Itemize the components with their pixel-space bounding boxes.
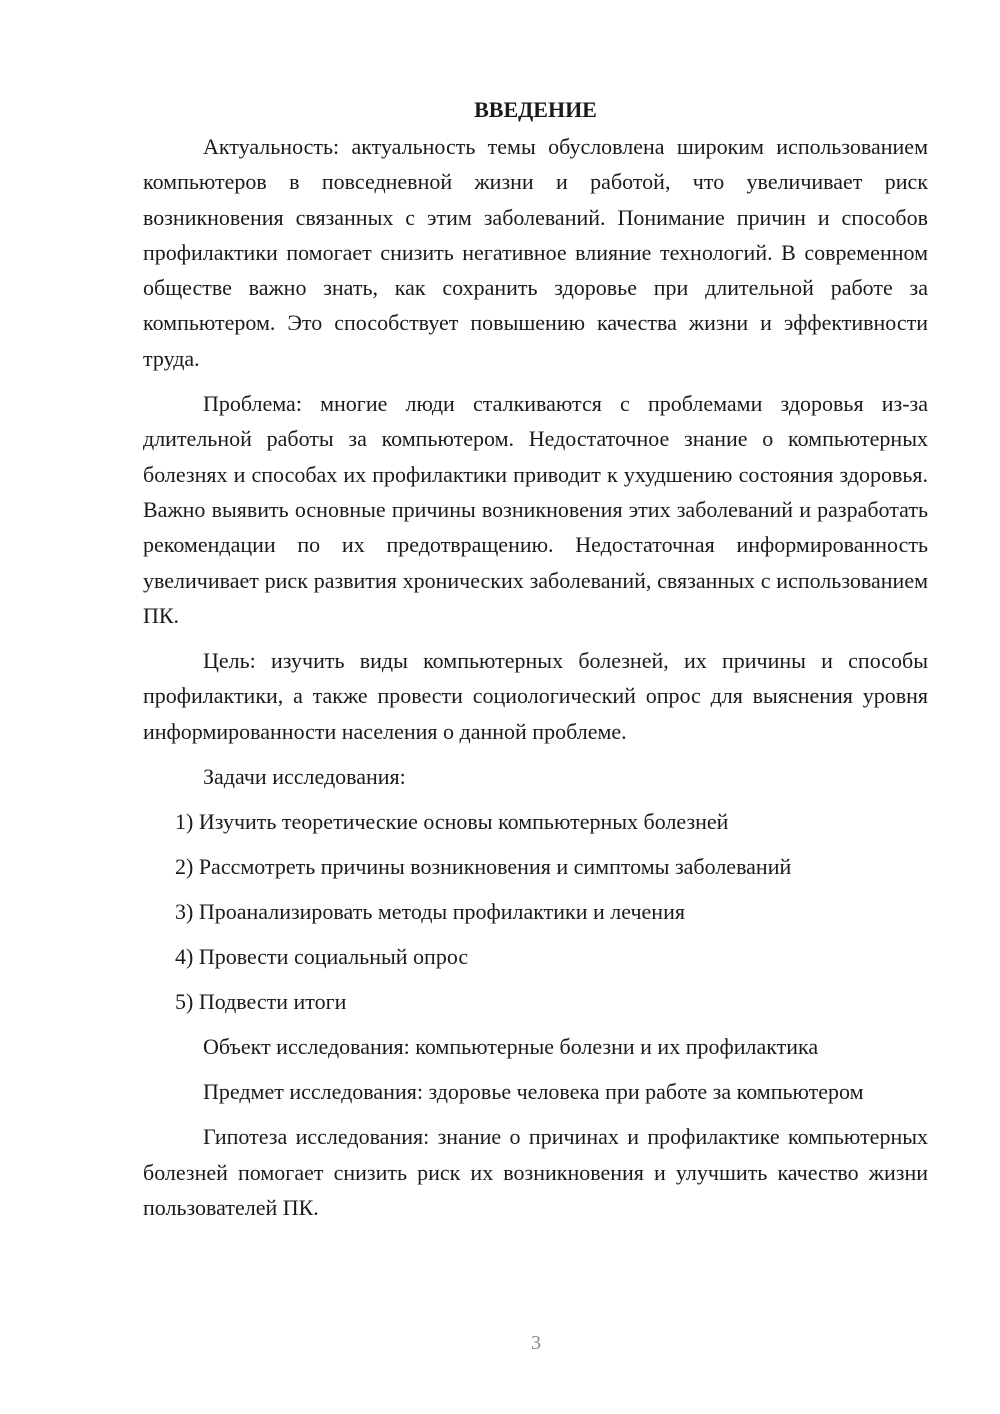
page-number: 3 [531,1332,541,1354]
task-item: 2) Рассмотреть причины возникновения и симптомы заболеваний [175,854,792,880]
document-page [143,92,928,1235]
task-item: 5) Подвести итоги [175,989,347,1015]
paragraph-object: Объект исследования: компьютерные болезни и их профилактика [203,1034,819,1060]
paragraph-relevance: Актуальность: актуальность темы обусловлена широким использованием компьютеров в повседневной жизни и работой, что увеличивает риск возникновения связанных с этим заболеваний. Понимание причин и способов профилактики помогает снизить негативное влияние технологий. В современном обществе важно знать, как сохранить здоровье при длительной работе за компьютером. Это способствует повышению качества жизни и эффективности труда. [143,134,928,371]
paragraph-problem: Проблема: многие люди сталкиваются с проблемами здоровья из-за длительной работы за компьютером. Недостаточное знание о компьютерных болезнях и способах их профилактики приводит к ухудшению состояния здоровья. Важно выявить основные причины возникновения этих заболеваний и разработать рекомендации по их предотвращению. Недостаточная информированность увеличивает риск развития хронических заболеваний, связанных с использованием ПК. [143,391,928,628]
task-item: 4) Провести социальный опрос [175,944,469,970]
paragraph-subject: Предмет исследования: здоровье человека при работе за компьютером [203,1079,864,1105]
tasks-heading: Задачи исследования: [203,764,406,790]
paragraph-hypothesis: Гипотеза исследования: знание о причинах и профилактике компьютерных болезней помогает снизить риск их возникновения и улучшить качество жизни пользователей ПК. [143,1124,928,1220]
task-item: 1) Изучить теоретические основы компьютерных болезней [175,809,729,835]
task-item: 3) Проанализировать методы профилактики и лечения [175,899,685,925]
document-title: ВВЕДЕНИЕ [474,97,597,122]
paragraph-goal: Цель: изучить виды компьютерных болезней, их причины и способы профилактики, а также провести социологический опрос для выяснения уровня информированности населения о данной проблеме. [143,648,928,744]
tasks-list [143,804,928,1019]
